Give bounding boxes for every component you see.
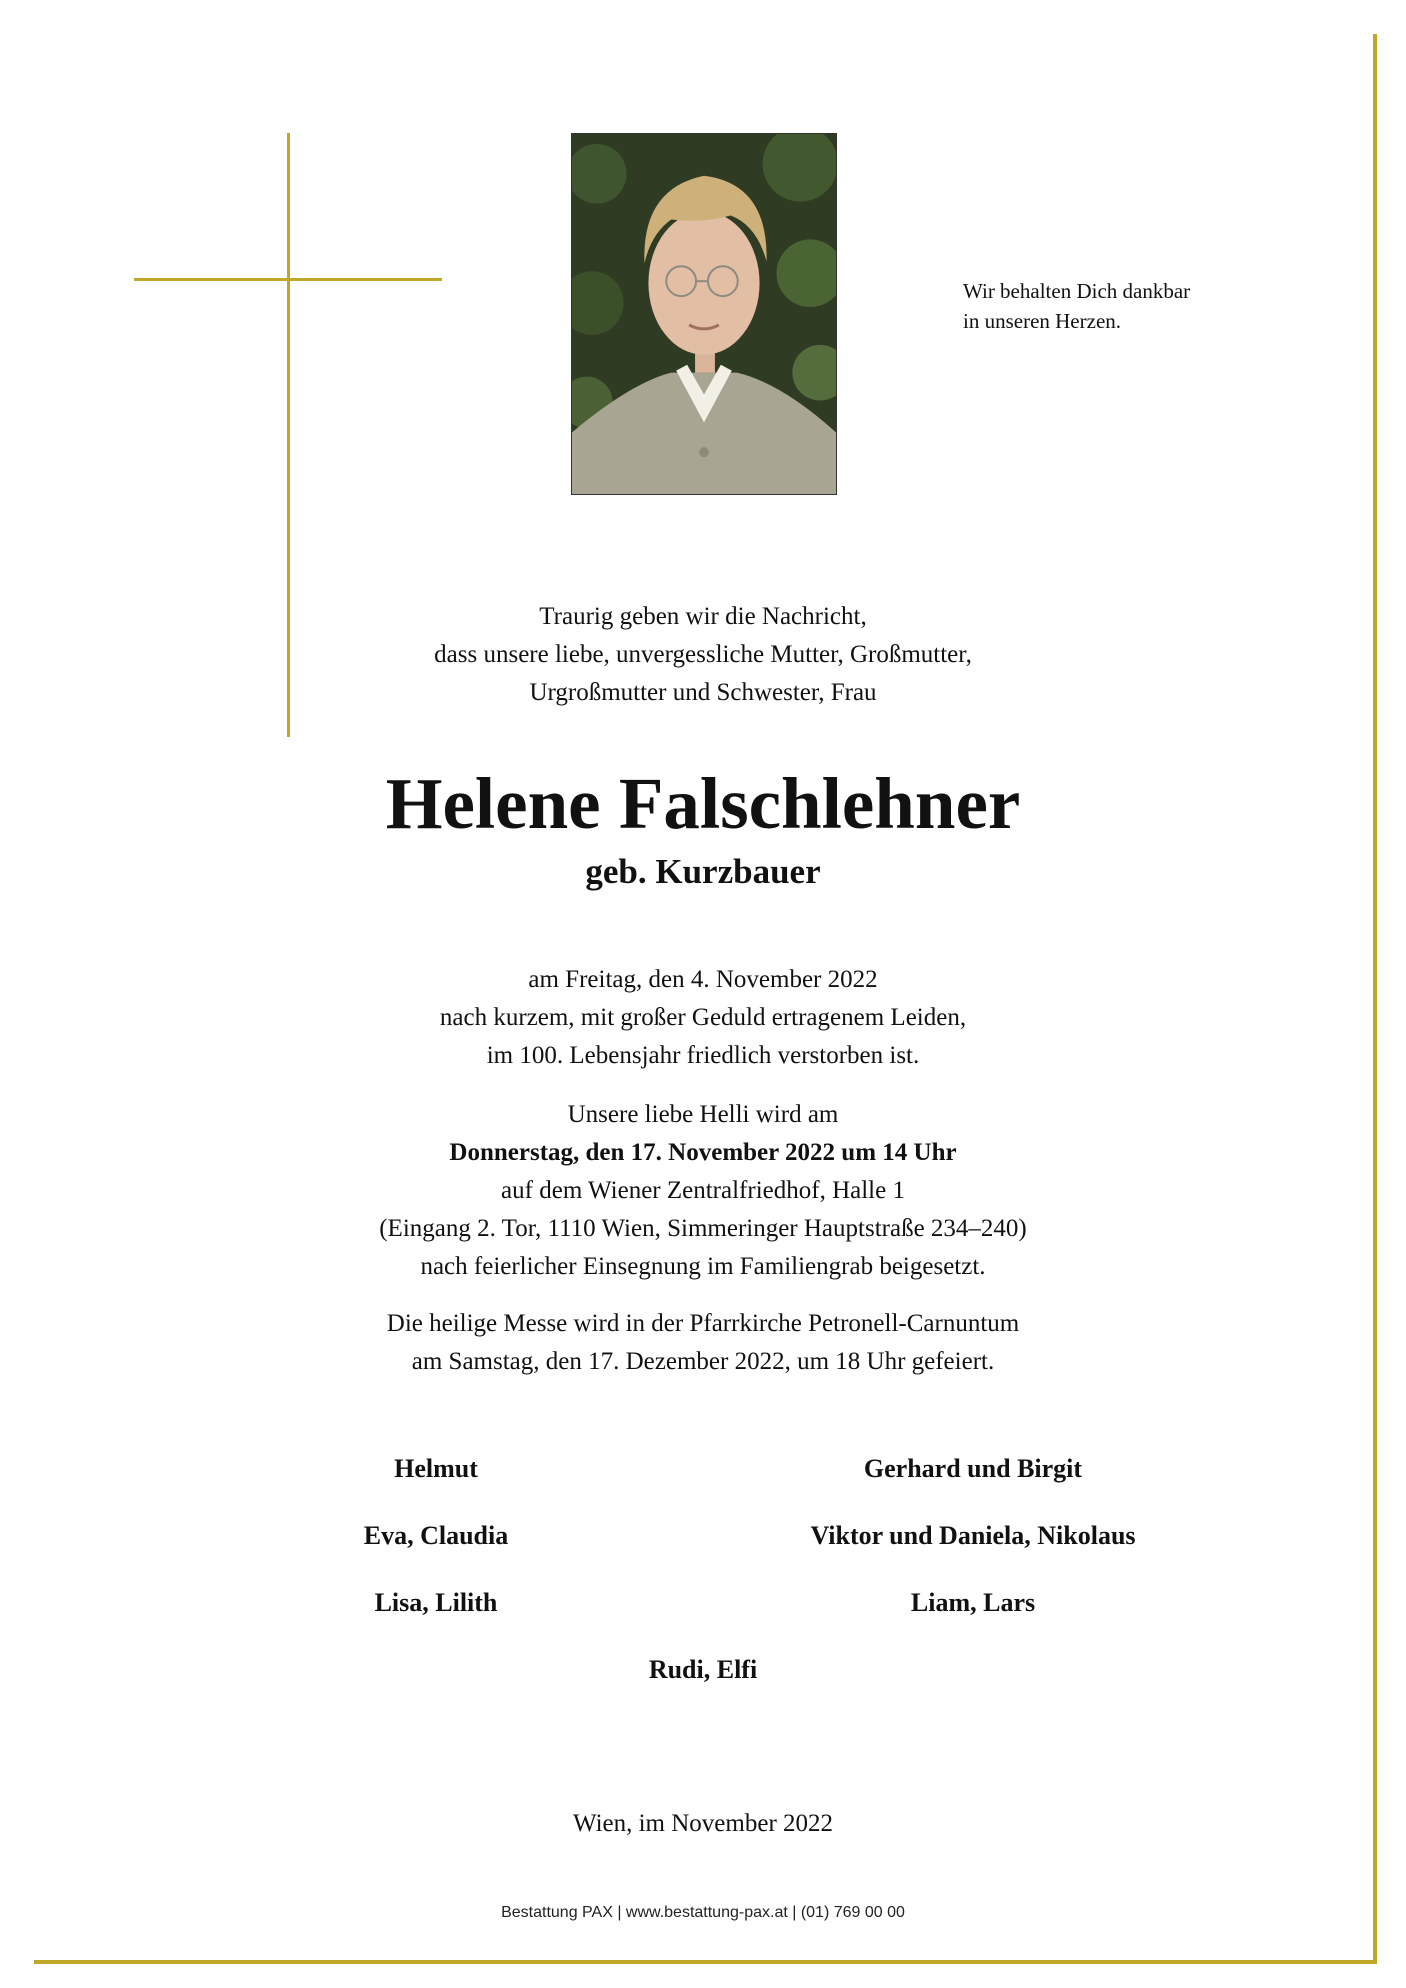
mass-line: am Samstag, den 17. Dezember 2022, um 18 Uhr gefeiert. [411,1348,995,1375]
mourner-name: Gerhard und Birgit [863,1454,1083,1483]
portrait-photo [571,133,837,495]
death-line: nach kurzem, mit großer Geduld ertragenem Leiden, [439,1004,967,1031]
announcement-intro [200,598,1206,712]
portrait-illustration [572,134,836,494]
deceased-name: Helene Falschlehner [385,763,1021,844]
funeral-details [200,1096,1206,1286]
mass-line: Die heilige Messe wird in der Pfarrkirche Petronell-Carnuntum [386,1310,1020,1337]
place-date: Wien, im November 2022 [572,1810,834,1837]
mourner-name: Viktor und Daniela, Nikolaus [810,1521,1136,1550]
funeral-date: Donnerstag, den 17. November 2022 um 14 Uhr [449,1139,957,1166]
frame-bottom-line [34,1960,1377,1964]
frame-right-line [1373,34,1377,1964]
funeral-line: nach feierlicher Einsegnung im Familiengrab beigesetzt. [420,1253,986,1280]
funeral-home-footer: Bestattung PAX | www.bestattung-pax.at | (01) 769 00 00 [501,1904,905,1921]
motto-line: in unseren Herzen. [963,309,1122,333]
death-details [200,961,1206,1075]
funeral-line: Unsere liebe Helli wird am [567,1101,839,1128]
death-line: am Freitag, den 4. November 2022 [528,966,878,993]
mourner-name: Eva, Claudia [363,1521,509,1550]
motto-text [963,276,1293,336]
death-line: im 100. Lebensjahr friedlich verstorben ist. [486,1042,920,1069]
intro-line: Urgroßmutter und Schwester, Frau [529,679,877,706]
mourner-name: Helmut [394,1454,478,1483]
birth-name: geb. Kurzbauer [585,852,821,891]
motto-line: Wir behalten Dich dankbar [963,279,1191,303]
funeral-line: auf dem Wiener Zentralfriedhof, Halle 1 [501,1177,905,1204]
mourner-name: Liam, Lars [910,1588,1036,1617]
intro-line: dass unsere liebe, unvergessliche Mutter, Großmutter, [434,641,972,668]
funeral-line: (Eingang 2. Tor, 1110 Wien, Simmeringer Hauptstraße 234–240) [379,1215,1027,1242]
cross-horizontal-bar [134,278,442,281]
mourner-name: Rudi, Elfi [648,1655,758,1684]
mourner-name: Lisa, Lilith [374,1588,498,1617]
mass-details [200,1305,1206,1381]
intro-line: Traurig geben wir die Nachricht, [539,603,867,630]
